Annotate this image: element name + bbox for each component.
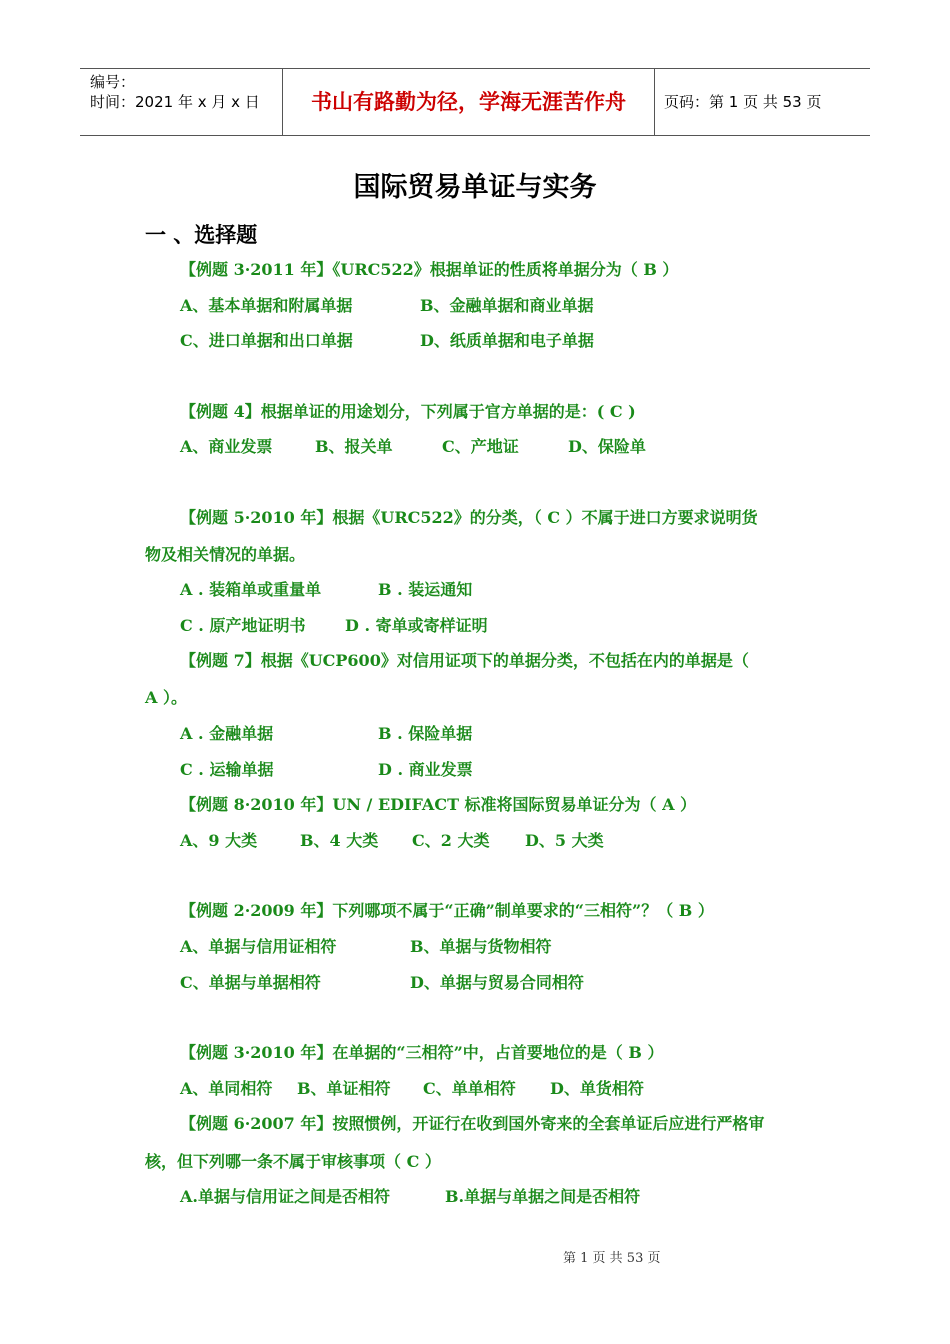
option: C . 运输单据 [180, 760, 274, 779]
option: B . 保险单据 [378, 724, 473, 743]
option: C、单据与单据相符 [180, 973, 321, 992]
header-meta-cell [80, 69, 282, 135]
option: A . 金融单据 [180, 724, 274, 743]
option: B、单证相符 [297, 1079, 391, 1098]
question-8-2010: 【例题 8·2010 年】UN / EDIFACT 标准将国际贸易单证分为（ A ） [180, 795, 697, 814]
option: A . 装箱单或重量单 [180, 580, 322, 599]
question-2-2009: 【例题 2·2009 年】下列哪项不属于“正确”制单要求的“三相符”？（ B ） [180, 901, 714, 920]
option: D、单据与贸易合同相符 [410, 973, 584, 992]
page-info: 页码：第 1 页 共 53 页 [664, 93, 822, 111]
question-5-2010: 【例题 5·2010 年】根据《URC522》的分类，（ C ）不属于进口方要求说明货 [180, 508, 758, 527]
option: C、产地证 [442, 437, 519, 456]
option: B、单据与货物相符 [410, 937, 552, 956]
option: B.单据与单据之间是否相符 [445, 1187, 641, 1206]
option: C、单单相符 [423, 1079, 516, 1098]
option: D、单货相符 [550, 1079, 644, 1098]
option: A、单同相符 [180, 1079, 273, 1098]
question-4: 【例题 4】根据单证的用途划分，下列属于官方单据的是：( C ) [180, 402, 636, 421]
question-7: 【例题 7】根据《UCP600》对信用证项下的单据分类，不包括在内的单据是（ [180, 651, 749, 670]
option: D、5 大类 [525, 831, 604, 850]
option: A.单据与信用证之间是否相符 [180, 1187, 390, 1206]
option: A、9 大类 [180, 831, 258, 850]
motto: 书山有路勤为径，学海无涯苦作舟 [282, 69, 655, 135]
date-label: 时间：2021 年 x 月 x 日 [90, 93, 260, 111]
question-3-2011: 【例题 3·2011 年】《URC522》根据单证的性质将单据分为（ B ） [180, 260, 679, 279]
question-6-2007: 【例题 6·2007 年】按照惯例，开证行在收到国外寄来的全套单证后应进行严格审 [180, 1114, 765, 1133]
question-5-2010-cont: 物及相关情况的单据。 [145, 545, 306, 564]
option: C、进口单据和出口单据 [180, 331, 353, 350]
option: D、保险单 [568, 437, 646, 456]
option: B、4 大类 [300, 831, 379, 850]
option: D、纸质单据和电子单据 [420, 331, 594, 350]
question-3-2010: 【例题 3·2010 年】在单据的“三相符”中，占首要地位的是（ B ） [180, 1043, 664, 1062]
option: C、2 大类 [412, 831, 490, 850]
option: D . 寄单或寄样证明 [345, 616, 488, 635]
option: B、报关单 [315, 437, 393, 456]
option: C . 原产地证明书 [180, 616, 306, 635]
option: A、商业发票 [180, 437, 273, 456]
page-footer: 第 1 页 共 53 页 [563, 1251, 661, 1266]
option: A、基本单据和附属单据 [180, 296, 353, 315]
option: A、单据与信用证相符 [180, 937, 337, 956]
number-label: 编号： [90, 73, 136, 91]
question-7-cont: A ）。 [145, 688, 187, 707]
question-6-2007-cont: 核，但下列哪一条不属于审核事项（ C ） [145, 1152, 441, 1171]
option: D . 商业发票 [378, 760, 473, 779]
section-heading: 一 、选择题 [145, 223, 258, 247]
document-title: 国际贸易单证与实务 [353, 172, 597, 203]
option: B、金融单据和商业单据 [420, 296, 594, 315]
option: B . 装运通知 [378, 580, 473, 599]
header-table [80, 68, 870, 136]
